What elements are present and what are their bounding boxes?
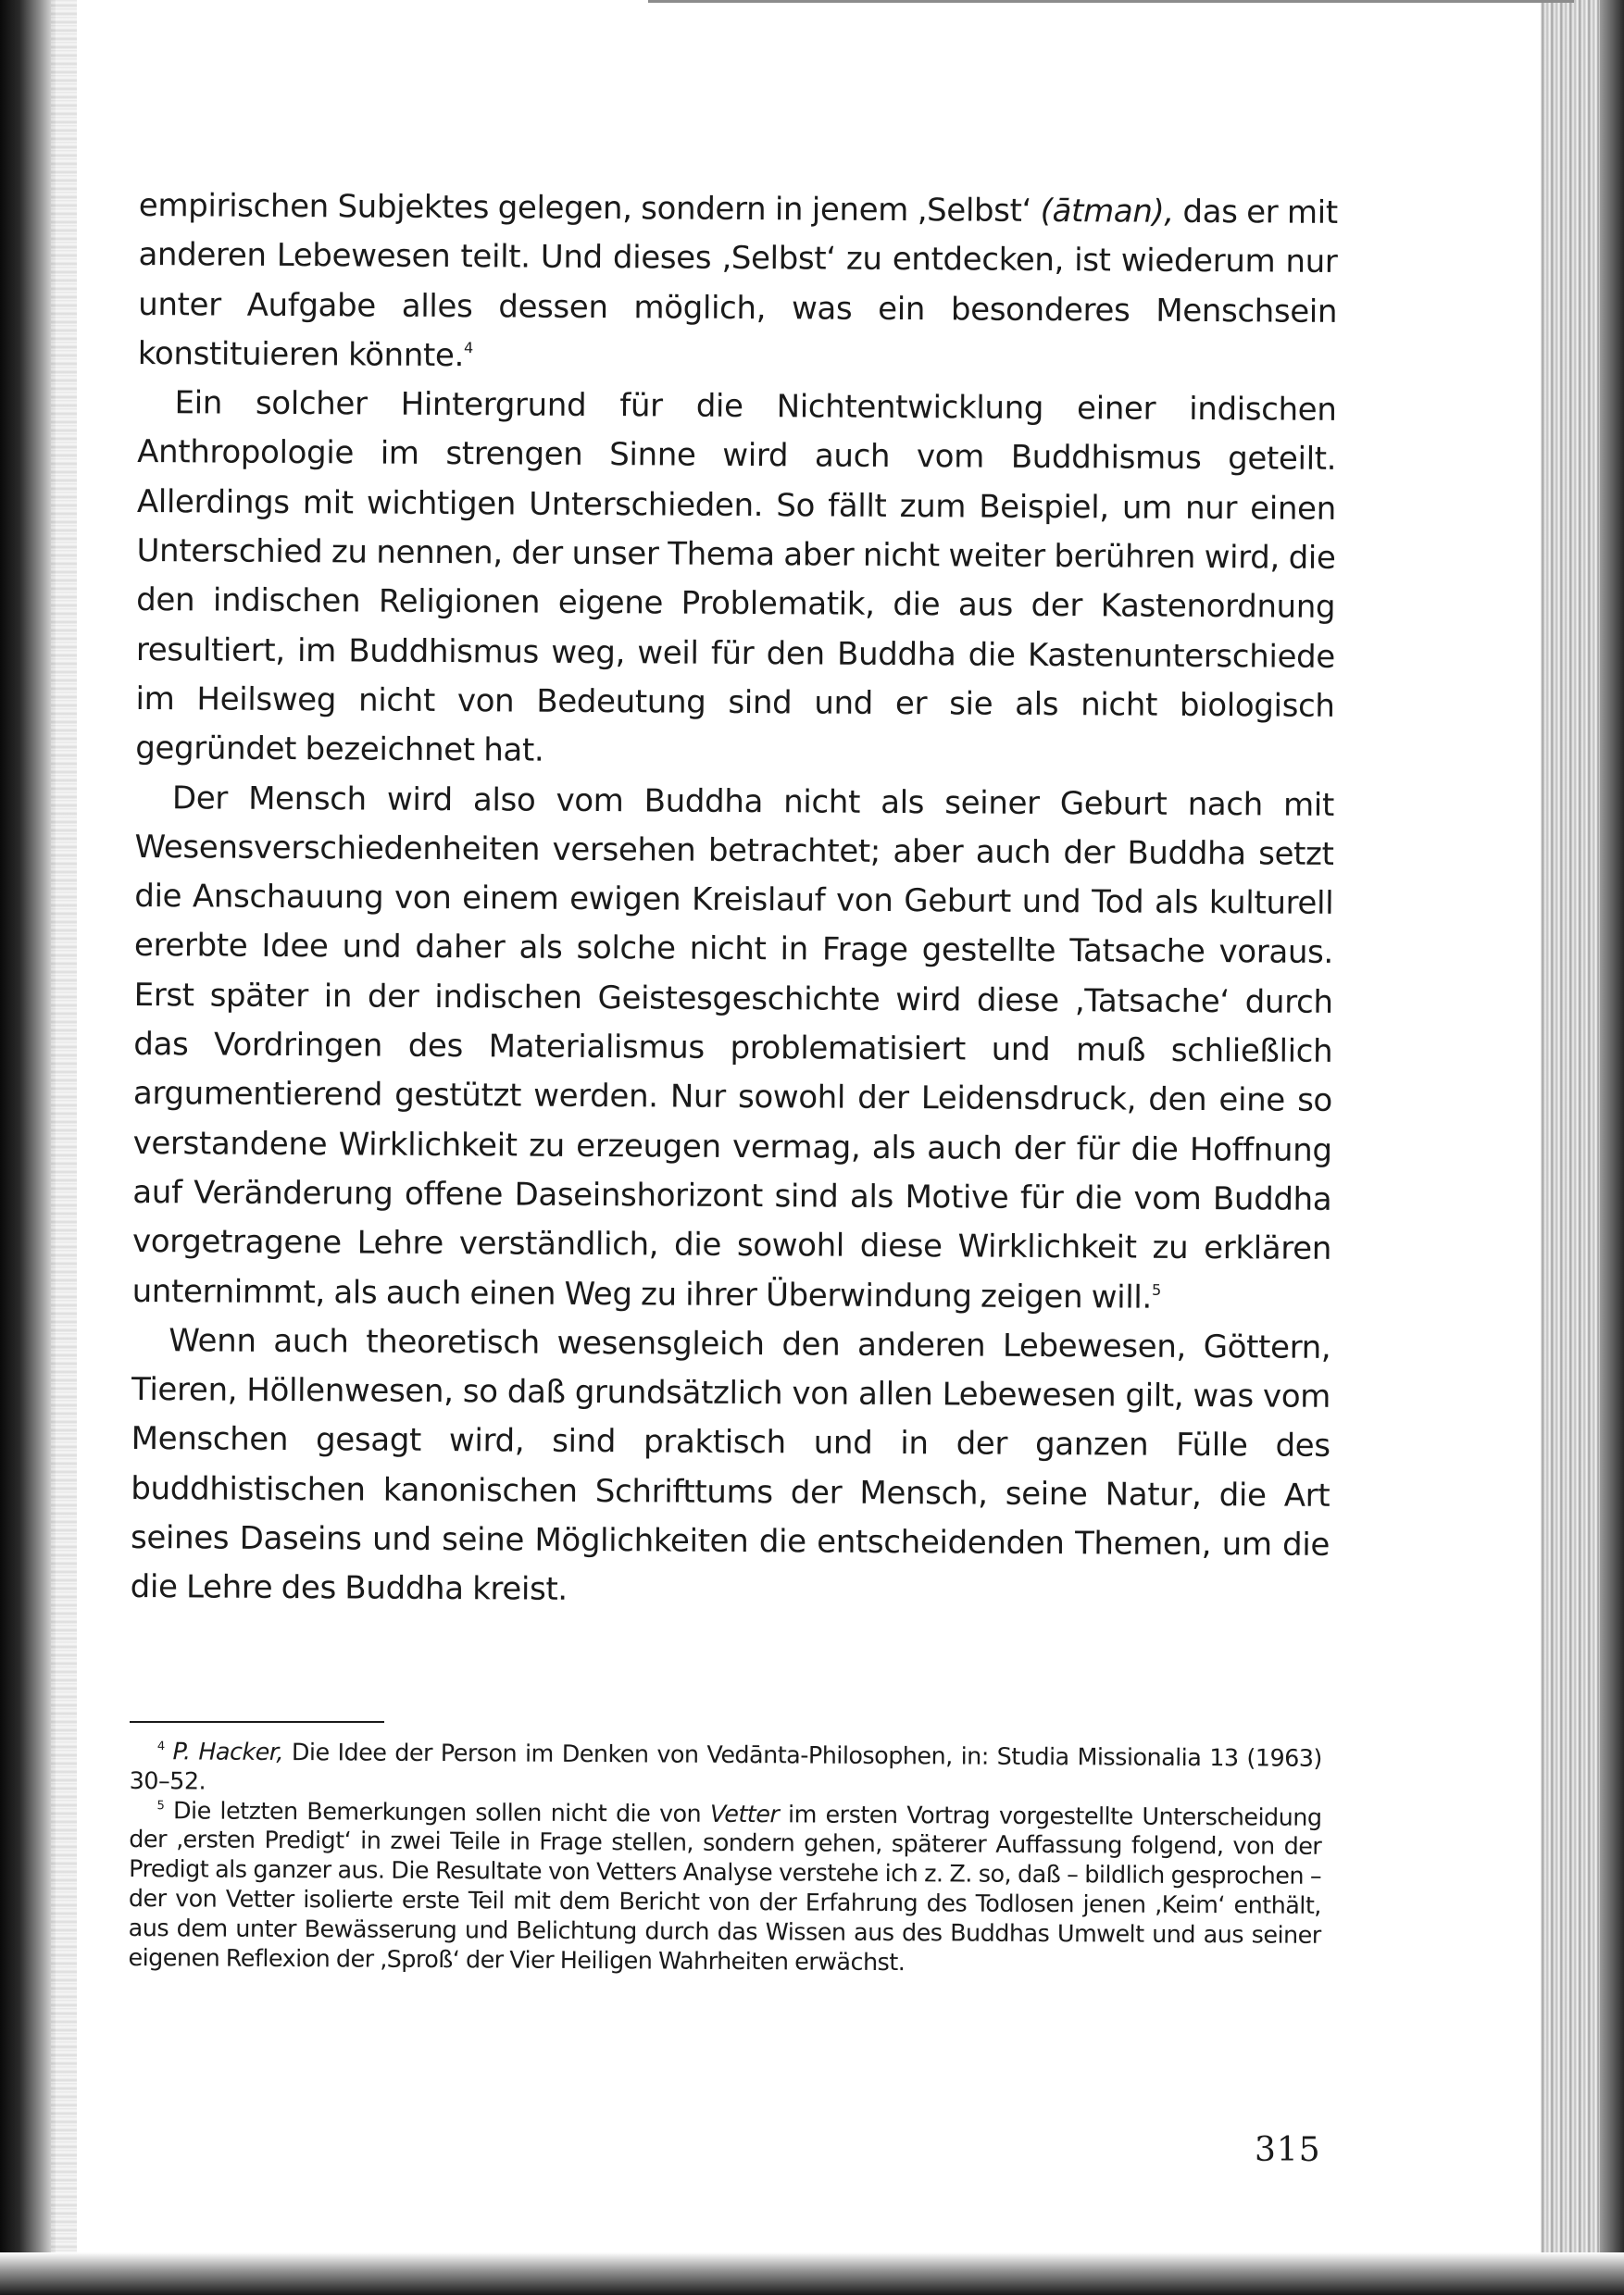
footnote-4-author: P. Hacker, [172, 1737, 284, 1766]
paragraph-2: Ein solcher Hintergrund für die Nichtentwicklung einer indischen Anthropologie im strengen Sinne wird auch vom Buddhismus geteilt. Allerdings mit wichtigen Unterschieden. So fällt zum Beispiel, um nur einen Unterschied zu nennen, der unser Thema aber nicht weiter berühren wird, die den indischen Religionen eigene Problematik, die aus der Kastenordnung resultiert, im Buddhismus weg, weil für den Buddha die Kastenunterschiede im Heilsweg nicht von Bedeutung sind und er sie als nicht biologisch gegründet bezeichnet hat. [135, 384, 1337, 769]
paragraph-3-text: Der Mensch wird also vom Buddha nicht als seiner Geburt nach mit Wesensverschiedenheiten versehen betrachtet; aber auch der Buddha setzt die Anschauung von einem ewigen Kreislauf von Geburt und Tod als kulturell ererbte Idee und daher als solche nicht in Frage gestellte Tatsache voraus. Erst später in der indischen Geistesgeschichte wird diese ‚Tatsache‘ durch das Vordringen des Materialismus problematisiert und muß schließlich argumentierend gestützt werden. Nur sowohl der Leidensdruck, den eine so verstandene Wirklichkeit zu erzeugen vermag, als auch der für die Hoffnung auf Veränderung offene Daseinshorizont sind als Motive für die vom Buddha vorgetragene Lehre verständlich, die sowohl diese Wirklichkeit zu erklären unternimmt, als auch einen Weg zu ihrer Überwindung zeigen will. [131, 779, 1335, 1316]
paragraph-1 [138, 181, 1338, 386]
main-text [131, 181, 1338, 1619]
footnote-5-name: Vetter [709, 1799, 780, 1827]
paragraph-1-text-a: empirischen Subjektes gelegen, sondern in jenem ‚Selbst‘ [138, 186, 1041, 230]
footnotes [128, 1737, 1322, 1979]
footnote-separator [130, 1721, 384, 1723]
paragraph-4: Wenn auch theoretisch wesensgleich den anderen Lebewesen, Göttern, Tieren, Höllenwesen, so daß grundsätzlich von allen Lebewesen gilt, was vom Menschen gesagt wird, sind praktisch und in der ganzen Fülle des buddhistischen kanonischen Schrifttums der Mensch, seine Natur, die Art seines Daseins und seine Möglichkeiten die entscheidenden Themen, um die die Lehre des Buddha kreist. [130, 1322, 1331, 1609]
page-stack-shadow [1600, 0, 1624, 2295]
footnote-4 [130, 1737, 1322, 1802]
paragraph-1-term: (ātman), [1040, 192, 1174, 231]
page-number: 315 [1255, 2131, 1321, 2169]
footnote-5 [128, 1796, 1321, 1980]
footnote-5-text-a: Die letzten Bemerkungen sollen nicht die von [172, 1795, 710, 1827]
footnote-ref-5: 5 [1151, 1280, 1161, 1299]
footnote-5-number: 5 [156, 1798, 165, 1813]
top-page-edge [648, 0, 1574, 3]
binding-texture [51, 0, 77, 2295]
paragraph-1-text-b: das er mit anderen Lebewesen teilt. Und dieses ‚Selbst‘ zu entdecken, ist wiederum nur unter Aufgabe alles dessen möglich, was ein besonderes Menschsein konstituieren könnte. [137, 193, 1338, 375]
bottom-page-curl [0, 2252, 1624, 2295]
footnote-ref-4: 4 [464, 339, 473, 357]
footnote-4-number: 4 [156, 1740, 165, 1754]
binding-shadow [0, 0, 56, 2295]
footnote-4-text: Die Idee der Person im Denken von Vedānta-Philosophen, in: Studia Missionalia 13 (1963) 30–52. [129, 1738, 1322, 1795]
footnote-5-text-b: im ersten Vortrag vorgestellte Unterscheidung der ‚ersten Predigt‘ in zwei Teile in Frage stellen, sondern gehen, späterer Auffassung folgend, von der Predigt als ganzer aus. Die Resultate von Vetters Analyse verstehe ich z. Z. so, daß – bildlich gesprochen – der von Vetter isolierte erste Teil mit dem Bericht von der Erfahrung des Todlosen jenen ‚Keim‘ enthält, aus dem unter Bewässerung und Belichtung durch das Wissen aus des Buddhas Umwelt und aus seiner eigenen Reflexion der ‚Sproß‘ der Vier Heiligen Wahrheiten erwächst. [128, 1799, 1322, 1976]
paragraph-3 [132, 774, 1335, 1324]
